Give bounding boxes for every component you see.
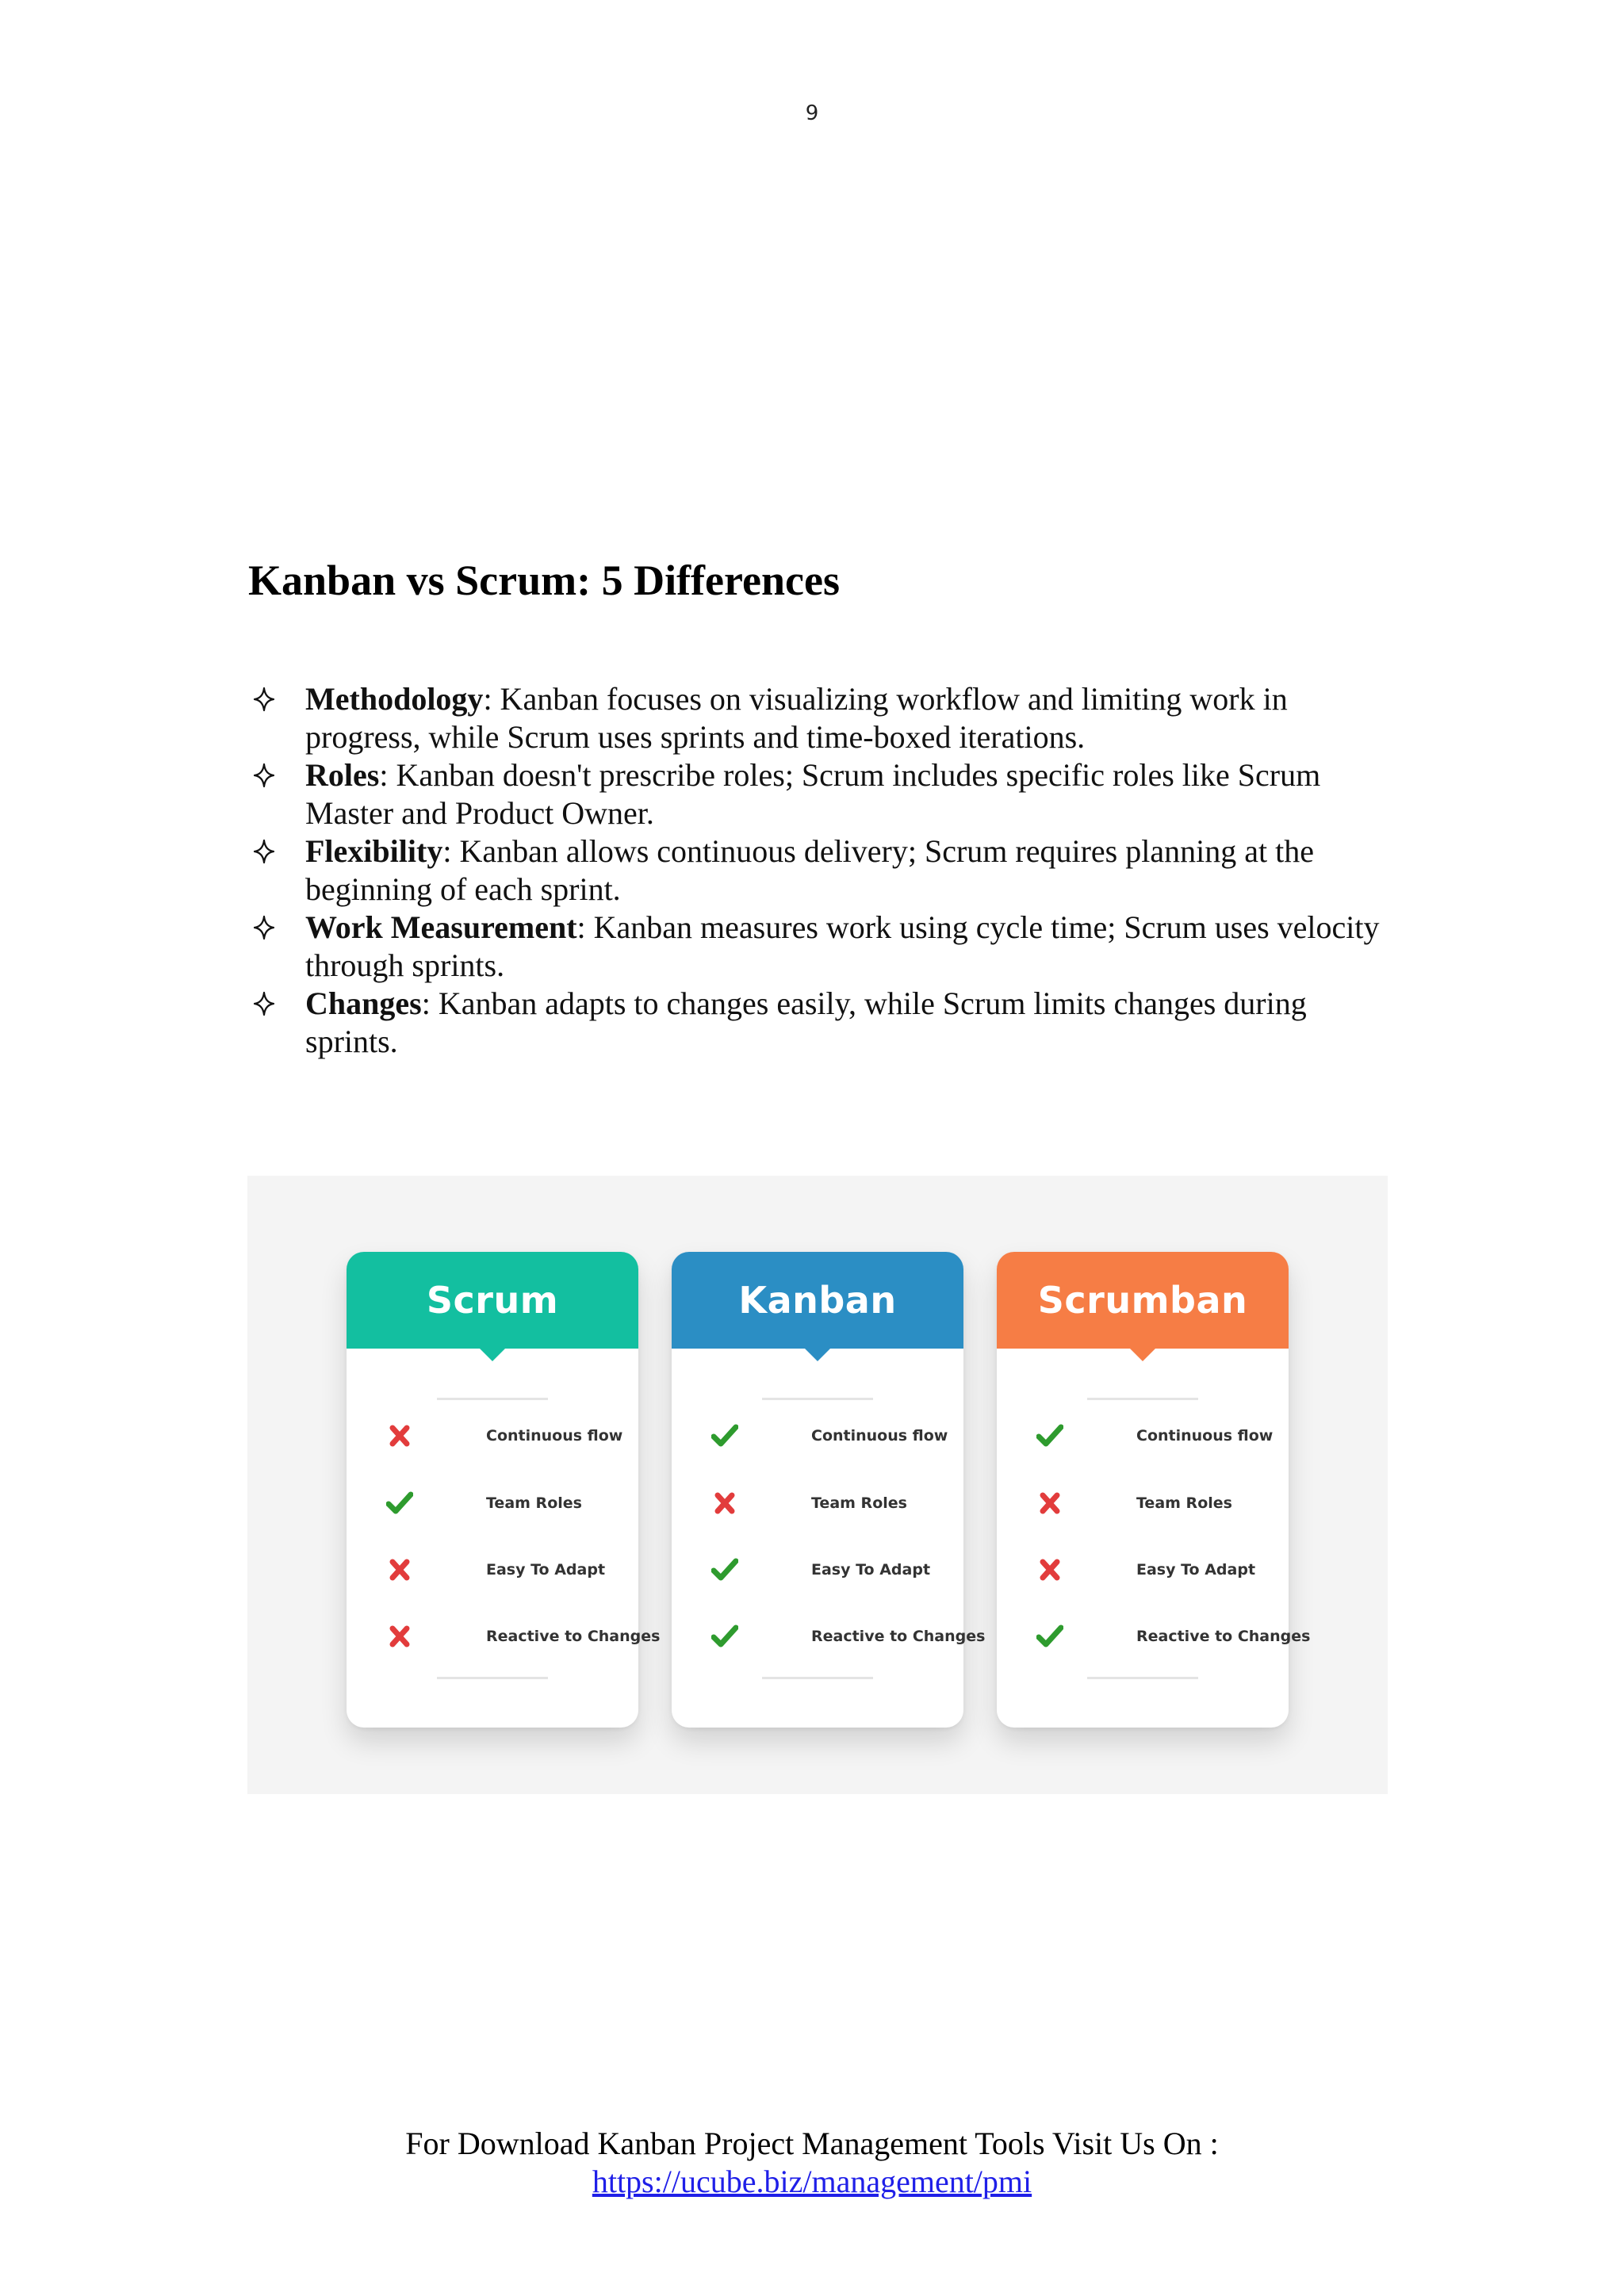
cross-icon [1036, 1490, 1063, 1516]
cross-icon [711, 1490, 738, 1516]
feature-label: Team Roles [811, 1494, 907, 1512]
check-icon [711, 1423, 738, 1448]
difference-term: Flexibility [305, 833, 443, 869]
feature-row [1036, 1487, 1274, 1519]
feature-label: Easy To Adapt [811, 1561, 931, 1578]
check-icon [711, 1624, 738, 1649]
feature-label: Reactive to Changes [1136, 1628, 1311, 1645]
feature-label: Reactive to Changes [486, 1628, 661, 1645]
feature-row [711, 1420, 949, 1452]
scrum-card [347, 1252, 661, 1728]
difference-text: : Kanban allows continuous delivery; Scrum requires planning at the beginning of each sprint. [305, 833, 1314, 907]
feature-row [711, 1487, 949, 1519]
page-number: 9 [805, 101, 819, 125]
check-icon [711, 1557, 738, 1582]
scrumban-card [997, 1252, 1311, 1728]
page-title: Kanban vs Scrum: 5 Differences [248, 557, 840, 604]
feature-row [386, 1420, 624, 1452]
comparison-infographic [247, 1176, 1388, 1794]
divider [762, 1677, 873, 1679]
difference-term: Roles [305, 757, 380, 793]
feature-label: Team Roles [1136, 1494, 1232, 1512]
cross-icon [386, 1624, 413, 1649]
difference-text: : Kanban adapts to changes easily, while Scrum limits changes during sprints. [305, 985, 1307, 1059]
four-point-star-icon [248, 909, 280, 947]
list-item [248, 756, 1390, 832]
four-point-star-icon [248, 832, 280, 871]
list-item [248, 680, 1390, 756]
difference-text: : Kanban focuses on visualizing workflow and limiting work in progress, while Scrum uses sprints and time-boxed iterations. [305, 681, 1288, 755]
feature-row [386, 1621, 661, 1652]
four-point-star-icon [248, 680, 280, 718]
divider [1087, 1398, 1198, 1400]
difference-text: : Kanban doesn't prescribe roles; Scrum includes specific roles like Scrum Master and Product Owner. [305, 757, 1321, 831]
card-header: Scrum [347, 1252, 638, 1349]
feature-label: Easy To Adapt [486, 1561, 606, 1578]
check-icon [1036, 1624, 1063, 1649]
kanban-card [672, 1252, 986, 1728]
feature-row [386, 1487, 624, 1519]
feature-row [1036, 1554, 1274, 1586]
cross-icon [386, 1557, 413, 1582]
divider [437, 1677, 548, 1679]
divider [1087, 1677, 1198, 1679]
feature-row [711, 1554, 949, 1586]
footer-text: For Download Kanban Project Management Tools Visit Us On : [405, 2126, 1219, 2161]
divider [762, 1398, 873, 1400]
difference-text: : Kanban measures work using cycle time; Scrum uses velocity through sprints. [305, 909, 1380, 983]
four-point-star-icon [248, 985, 280, 1023]
check-icon [1036, 1423, 1063, 1448]
feature-label: Reactive to Changes [811, 1628, 986, 1645]
feature-row [711, 1621, 986, 1652]
check-icon [386, 1490, 413, 1516]
divider [437, 1398, 548, 1400]
feature-label: Easy To Adapt [1136, 1561, 1256, 1578]
four-point-star-icon [248, 756, 280, 794]
feature-label: Team Roles [486, 1494, 582, 1512]
footer-link-line [0, 2163, 1624, 2201]
feature-row [386, 1554, 624, 1586]
card-header: Scrumban [997, 1252, 1289, 1349]
feature-label: Continuous flow [1136, 1427, 1274, 1445]
feature-label: Continuous flow [486, 1427, 623, 1445]
cross-icon [386, 1423, 413, 1448]
difference-term: Work Measurement [305, 909, 577, 945]
difference-term: Methodology [305, 681, 484, 717]
list-item [248, 985, 1390, 1061]
feature-label: Continuous flow [811, 1427, 948, 1445]
list-item [248, 832, 1390, 909]
difference-term: Changes [305, 985, 422, 1021]
download-link[interactable]: https://ucube.biz/management/pmi [592, 2164, 1032, 2199]
cross-icon [1036, 1557, 1063, 1582]
differences-list [248, 680, 1390, 1061]
list-item [248, 909, 1390, 985]
card-header: Kanban [672, 1252, 963, 1349]
feature-row [1036, 1621, 1311, 1652]
feature-row [1036, 1420, 1274, 1452]
